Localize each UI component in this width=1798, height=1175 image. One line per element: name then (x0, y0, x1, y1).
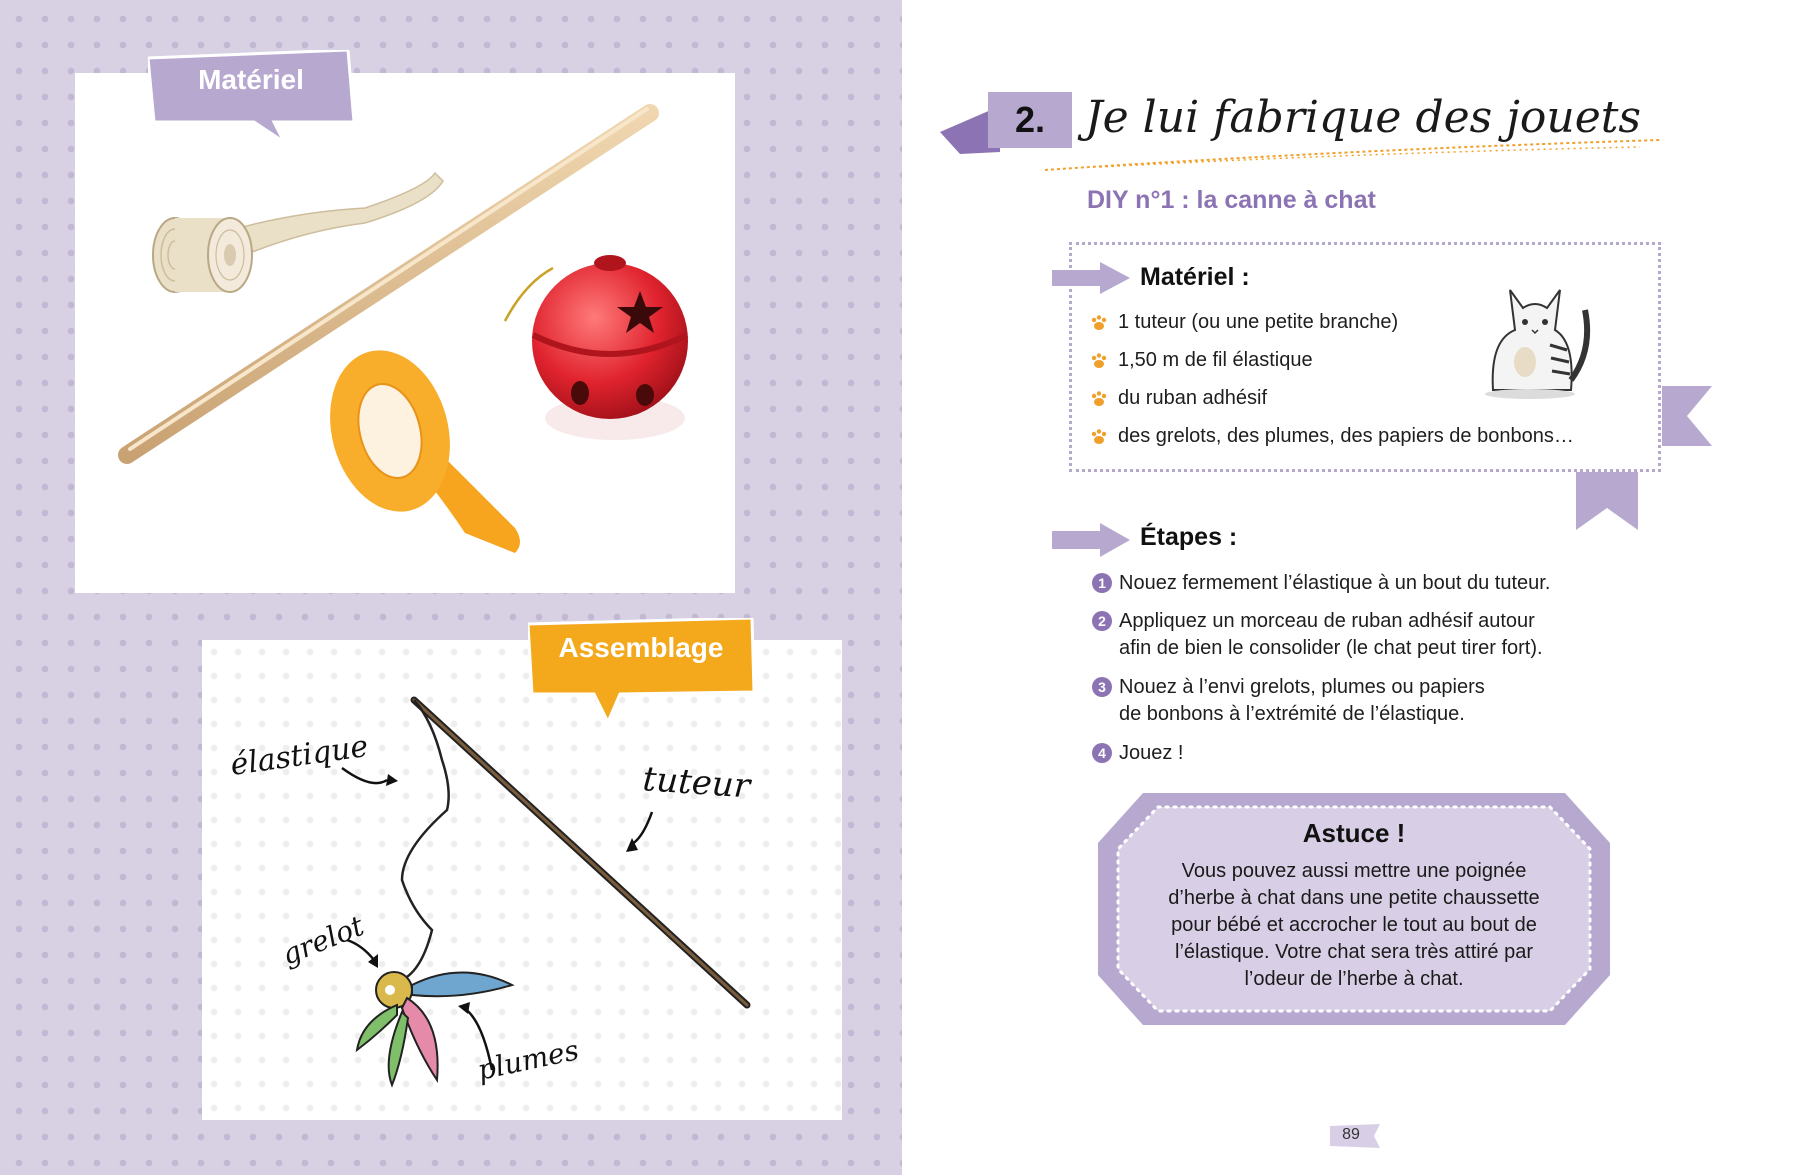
step-number-badge: 1 (1092, 573, 1112, 593)
materiel-arrow-icon (1052, 262, 1132, 294)
section-number: 2. (988, 92, 1072, 148)
orange-tape (313, 337, 520, 553)
label-grelot: grelot (277, 909, 369, 972)
materiel-tag-label: Matériel (198, 64, 304, 95)
astuce-line: l’odeur de l’herbe à chat. (1244, 968, 1464, 990)
paw-icon (1090, 314, 1108, 337)
materiel-heading: Matériel : (1140, 263, 1250, 291)
step-line: Nouez fermement l’élastique à un bout du tuteur. (1119, 572, 1551, 594)
page-number: 89 (1342, 1126, 1360, 1143)
red-bell (505, 255, 688, 440)
paw-icon (1090, 390, 1108, 413)
materiel-item-text: 1 tuteur (ou une petite branche) (1118, 311, 1399, 333)
step-text (1119, 608, 1679, 662)
step-text (1119, 674, 1679, 728)
step-number-badge: 2 (1092, 611, 1112, 631)
step-number-badge: 4 (1092, 743, 1112, 763)
materials-photo (75, 73, 735, 593)
astuce-line: d’herbe à chat dans une petite chaussette (1168, 887, 1540, 909)
diy-subtitle: DIY n°1 : la canne à chat (1087, 186, 1376, 214)
step-text (1119, 570, 1679, 597)
step-number-badge: 3 (1092, 677, 1112, 697)
materials-photo-art (75, 73, 735, 593)
astuce-text (1140, 858, 1568, 993)
etapes-heading: Étapes : (1140, 523, 1238, 551)
materiel-item-text: du ruban adhésif (1118, 387, 1268, 409)
step-line: Appliquez un morceau de ruban adhésif autour (1119, 610, 1535, 632)
step-line: de bonbons à l’extrémité de l’élastique. (1119, 703, 1465, 725)
step-line: Nouez à l’envi grelots, plumes ou papiers (1119, 676, 1485, 698)
bookmark-ribbon-icon (1576, 472, 1640, 532)
astuce-line: l’élastique. Votre chat sera très attiré par (1175, 941, 1533, 963)
materiel-item-text: 1,50 m de fil élastique (1118, 349, 1313, 371)
astuce-line: pour bébé et accrocher le tout au bout de (1171, 914, 1537, 936)
paw-icon (1090, 428, 1108, 451)
assemblage-tag-label: Assemblage (558, 632, 724, 663)
paw-icon (1090, 352, 1108, 375)
assemblage-tag (528, 618, 758, 724)
etapes-arrow-icon (1052, 523, 1132, 557)
materiel-tag (148, 50, 358, 148)
title-underline (1040, 135, 1680, 175)
step-line: afin de bien le consolider (le chat peut tirer fort). (1119, 637, 1543, 659)
materiel-item-text: des grelots, des plumes, des papiers de bonbons… (1118, 425, 1574, 447)
page-title: Je lui fabrique des jouets (1085, 92, 1641, 143)
astuce-title: Astuce ! (1302, 818, 1406, 848)
label-tuteur: tuteur (641, 759, 752, 807)
cat-illustration (1475, 270, 1595, 400)
step-line: Jouez ! (1119, 742, 1184, 764)
label-plumes: plumes (474, 1033, 582, 1087)
astuce-line: Vous pouvez aussi mettre une poignée (1181, 860, 1527, 882)
label-elastique: élastique (228, 728, 371, 783)
bookmark-ribbon-icon (1662, 386, 1712, 448)
step-text (1119, 740, 1679, 767)
